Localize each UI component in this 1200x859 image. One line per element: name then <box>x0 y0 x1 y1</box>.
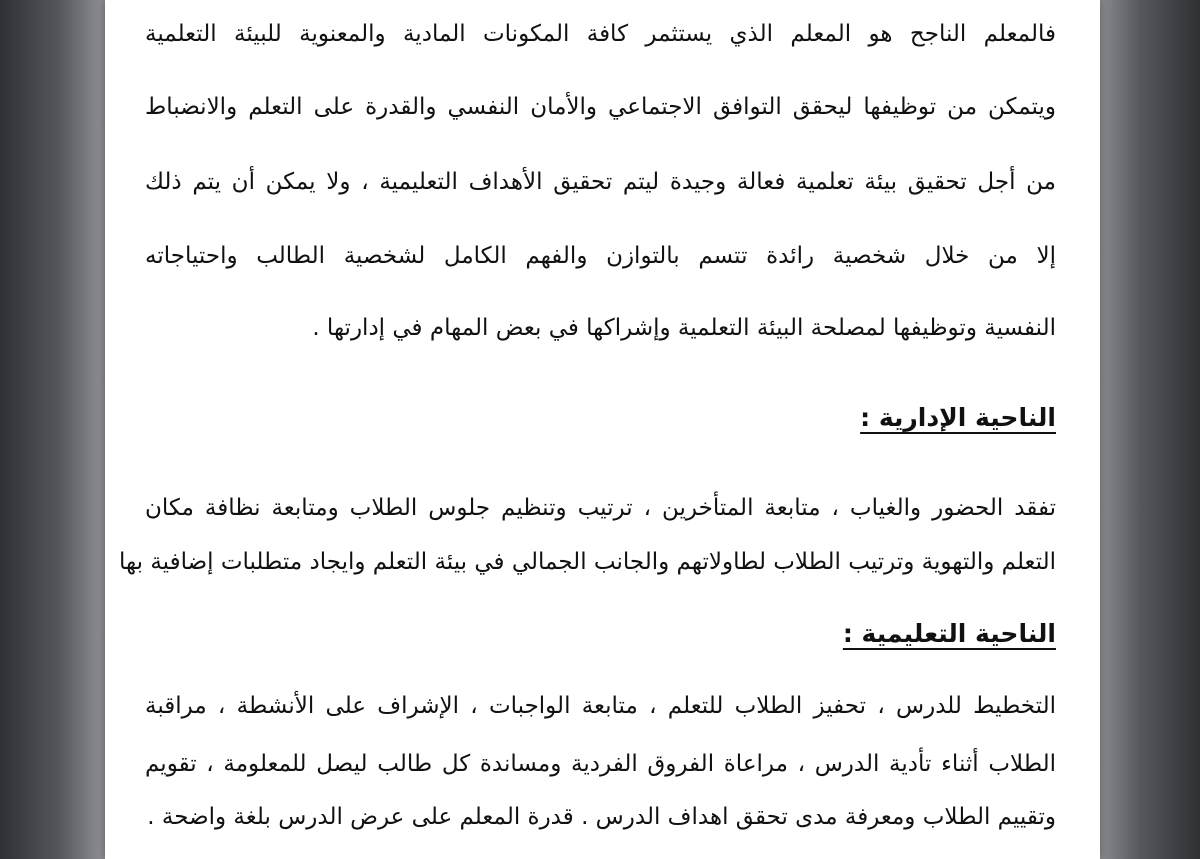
teaching-line-2: الطلاب أثناء تأدية الدرس ، مراعاة الفروق الفردية ومساندة كل طالب ليصل للمعلومة ، تقويم <box>145 751 1056 777</box>
intro-line-3: من أجل تحقيق بيئة تعلمية فعالة وجيدة ليتم تحقيق الأهداف التعليمية ، ولا يمكن أن يتم ذلك <box>145 169 1056 195</box>
intro-line-4: إلا من خلال شخصية رائدة تتسم بالتوازن والفهم الكامل لشخصية الطالب واحتياجاته <box>145 243 1056 269</box>
admin-line-1: تفقد الحضور والغياب ، متابعة المتأخرين ، ترتيب وتنظيم جلوس الطلاب ومتابعة نظافة مكان <box>145 495 1056 521</box>
document-page[interactable] <box>105 0 1100 859</box>
admin-line-2: التعلم والتهوية وترتيب الطلاب لطاولاتهم والجانب الجمالي في بيئة التعلم وايجاد متطلبات إضافية بها <box>119 549 1056 575</box>
teaching-section-heading: الناحية التعليمية : <box>842 619 1056 648</box>
intro-line-2: ويتمكن من توظيفها ليحقق التوافق الاجتماعي والأمان النفسي والقدرة على التعلم والانضباط <box>145 94 1056 120</box>
intro-line-5: النفسية وتوظيفها لمصلحة البيئة التعلمية وإشراكها في بعض المهام في إدارتها . <box>312 315 1056 341</box>
admin-section-heading: الناحية الإدارية : <box>860 403 1056 432</box>
teaching-line-3: وتقييم الطلاب ومعرفة مدى تحقق اهداف الدرس . قدرة المعلم على عرض الدرس بلغة واضحة . <box>147 804 1056 830</box>
teaching-line-1: التخطيط للدرس ، تحفيز الطلاب للتعلم ، متابعة الواجبات ، الإشراف على الأنشطة ، مراقبة <box>145 693 1056 719</box>
intro-line-1: فالمعلم الناجح هو المعلم الذي يستثمر كافة المكونات المادية والمعنوية للبيئة التعلمية <box>145 21 1056 47</box>
